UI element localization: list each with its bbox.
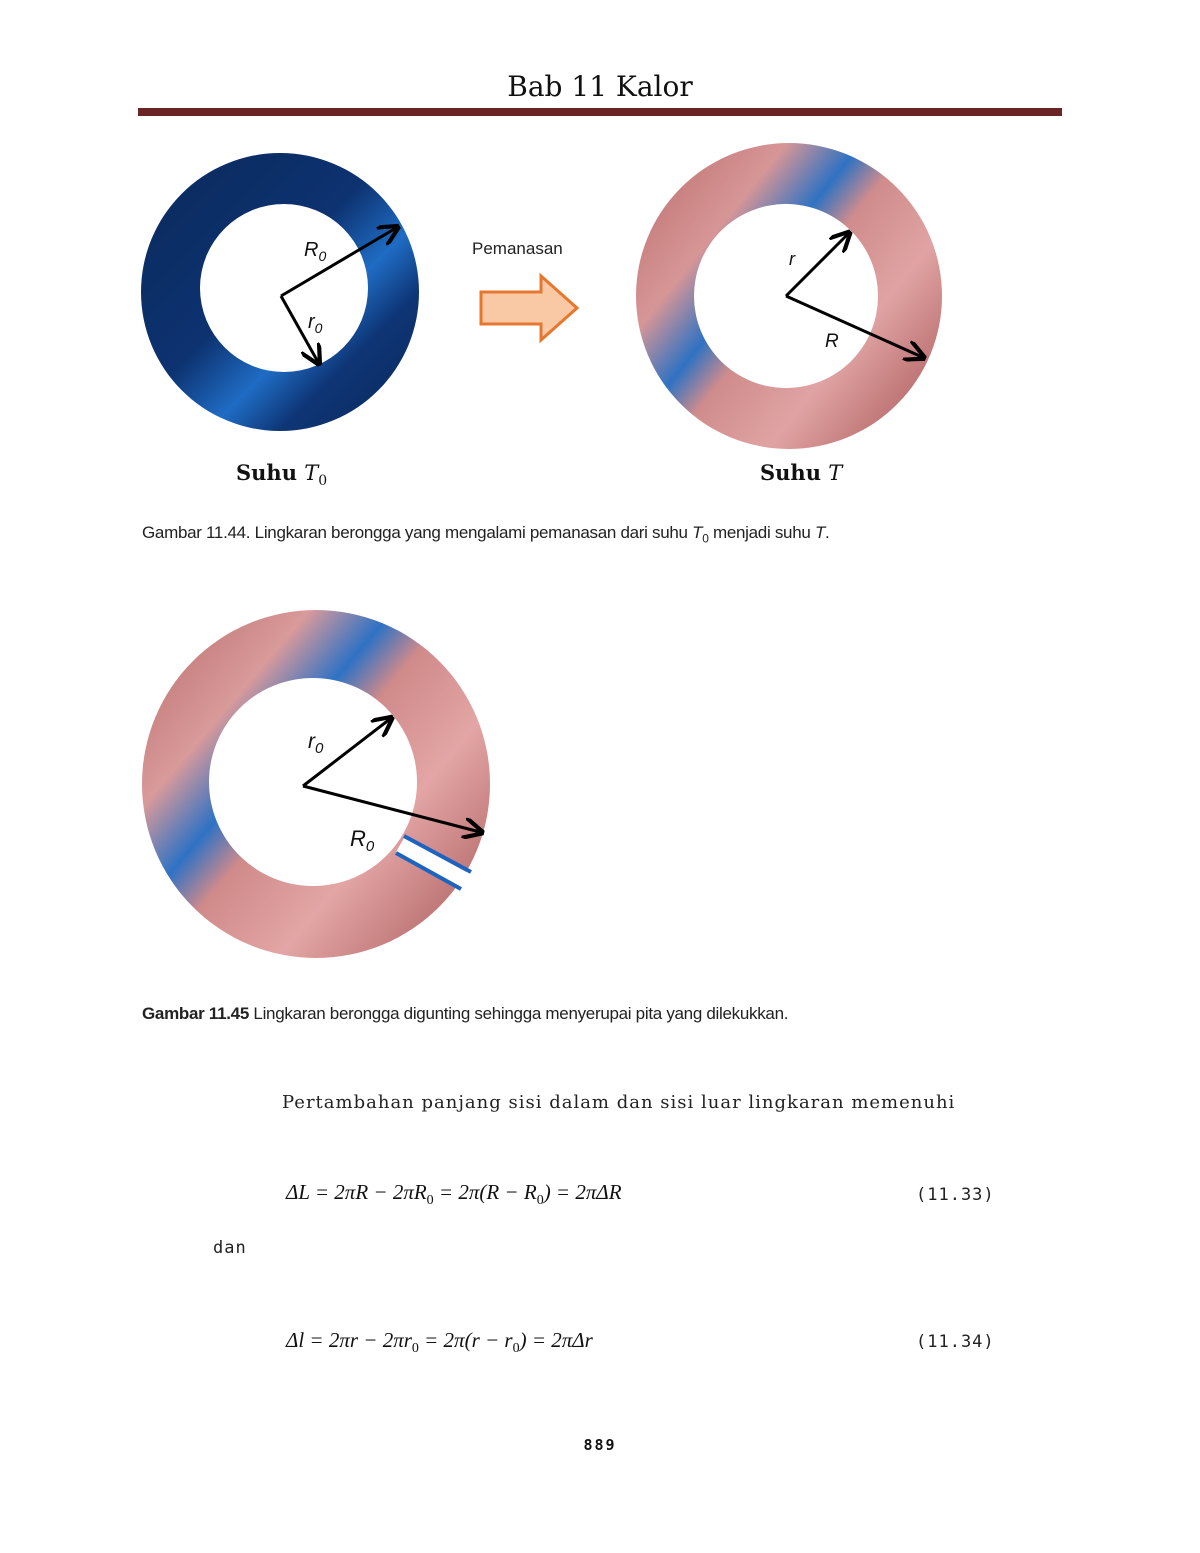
label-r: r (789, 249, 795, 269)
cold-ring (141, 153, 419, 431)
label-R0: $R_0$ (304, 239, 327, 264)
connector-dan: dan (213, 1238, 247, 1258)
equation-number-11-34: (11.34) (916, 1332, 995, 1352)
equation-11-34: $\Delta l = 2\pi r - 2\pi r_0 = 2\pi(r - r_0) = 2\pi\Delta r$ (286, 1328, 593, 1357)
label-R0-2: $R_0$ (350, 826, 375, 855)
heating-arrow (481, 276, 577, 340)
heating-label: Pemanasan (472, 239, 563, 258)
page-number: 889 (583, 1436, 617, 1454)
page-header-title: Bab 11 Kalor (507, 70, 693, 103)
label-r0: $r_0$ (308, 311, 323, 336)
cut-ring (142, 610, 490, 958)
equation-number-11-33: (11.33) (916, 1185, 995, 1205)
figure-11-45 (0, 600, 600, 970)
figure-11-44-caption: Gambar 11.44. Lingkaran berongga yang mengalami pemanasan dari suhu $T_0$ menjadi suhu T. (142, 523, 830, 546)
radius-r-arrow (786, 234, 848, 296)
temp-label-T0: Suhu $T_0$ (236, 460, 328, 489)
figure-11-45-caption (142, 1004, 788, 1024)
label-R: R (825, 331, 839, 352)
header-rule (138, 108, 1062, 116)
caption-text: Lingkaran berongga digunting sehingga menyerupai pita yang dilekukkan. (253, 1004, 789, 1023)
temp-label-T: Suhu T (760, 460, 843, 485)
equation-11-33: $\Delta L = 2\pi R - 2\pi R_0 = 2\pi(R - R_0) = 2\pi\Delta R$ (286, 1180, 622, 1209)
label-r0-2: $r_0$ (308, 730, 324, 757)
figure-11-44 (0, 130, 1200, 510)
caption-bold: Gambar 11.45 (142, 1004, 249, 1023)
intro-paragraph: Pertambahan panjang sisi dalam dan sisi luar lingkaran memenuhi (282, 1092, 956, 1113)
